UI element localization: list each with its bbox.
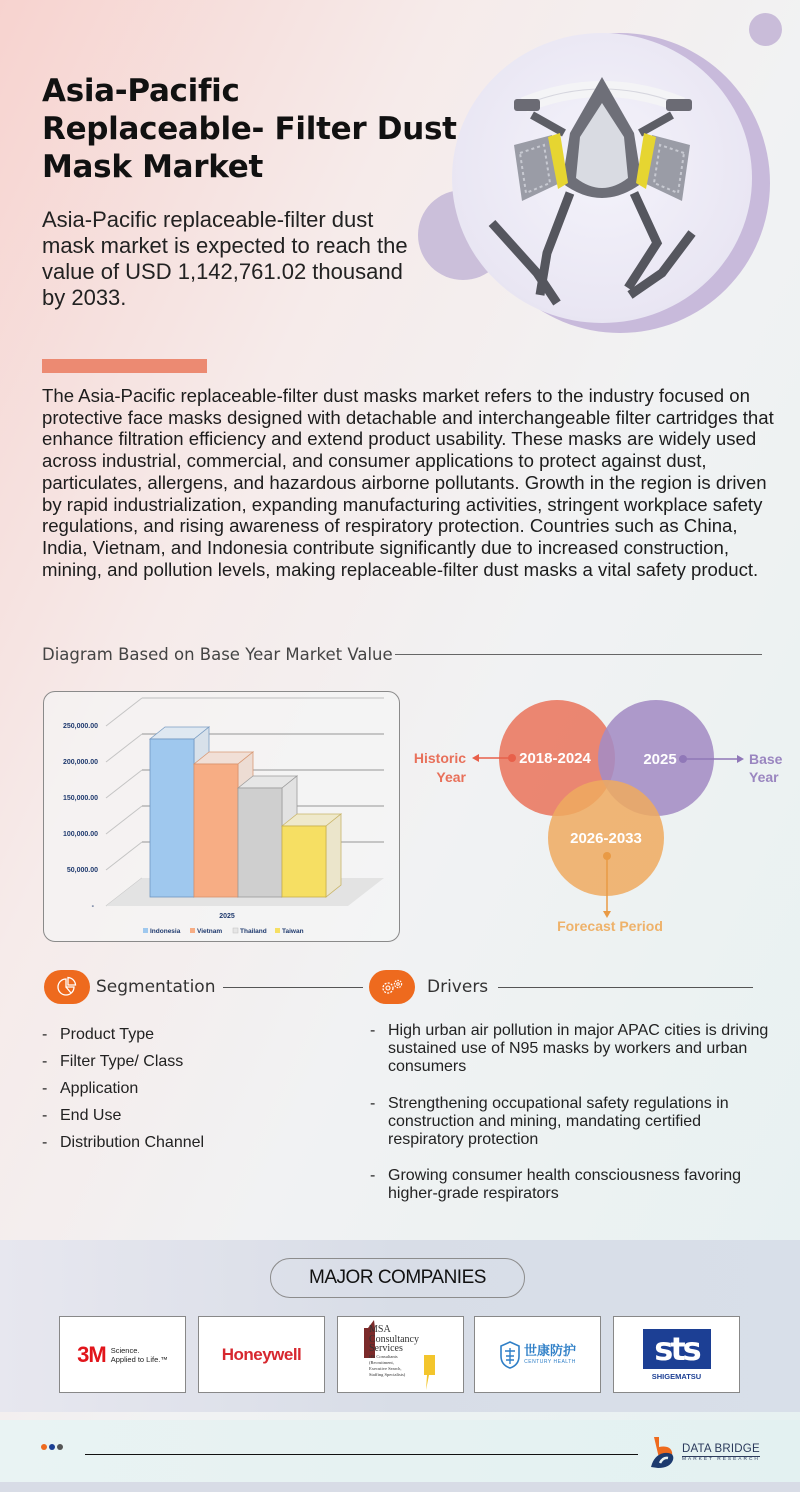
historic-caption-1: Historic bbox=[413, 750, 466, 766]
x-tick: 2025 bbox=[219, 913, 235, 920]
market-description: The Asia-Pacific replaceable-filter dust masks market refers to the industry focused on protective face masks designed with detachable and interchangeable filter cartridges that enhance filtration efficiency and extend product usability. These masks are widely used across industrial, commercial, and consumer applications to protect against dust, particulates, allergens, and hazardous airborne pollutants. Growth in the region is driven by rapid industrialization, expanding manufacturing activities, stringent workplace safety regulations, and rising awareness of respiratory protection. Countries such as China, India, Vietnam, and Indonesia contribute significantly due to increased construction, mining, and pollution levels, making replaceable-filter dust masks a vital safety product. bbox=[42, 385, 774, 580]
drivers-header bbox=[369, 970, 753, 1004]
list-item: - High urban air pollution in major APAC cities is driving sustained use of N95 masks by workers and urban consumers bbox=[370, 1022, 769, 1076]
base-caption-1: Base bbox=[749, 751, 783, 767]
segmentation-header bbox=[44, 970, 363, 1004]
msa-quote-icon bbox=[424, 1355, 436, 1395]
segmentation-list bbox=[42, 1021, 204, 1156]
page-title: Asia-Pacific Replaceable- Filter Dust Mask Market bbox=[42, 73, 457, 185]
list-item: - Strengthening occupational safety regulations in construction and mining, mandating certified respiratory protection bbox=[370, 1094, 729, 1149]
y-tick: 250,000.00 bbox=[62, 723, 98, 730]
decorative-dot bbox=[749, 13, 782, 46]
logo-msa-consultancy: MSA Consultancy Services HR Consultants (Recruitment, Executive Search, Staffing Specialists) bbox=[337, 1316, 464, 1393]
list-item: - Filter Type/ Class bbox=[42, 1053, 184, 1070]
divider bbox=[85, 1454, 638, 1455]
list-item: - Growing consumer health consciousness favoring higher-grade respirators bbox=[370, 1167, 742, 1203]
list-item: - Distribution Channel bbox=[42, 1134, 205, 1151]
data-bridge-icon bbox=[648, 1435, 678, 1469]
historic-range: 2018-2024 bbox=[519, 750, 591, 767]
list-item: - End Use bbox=[42, 1107, 122, 1124]
y-tick: - bbox=[91, 903, 94, 910]
shield-icon bbox=[499, 1340, 521, 1370]
legend-item: Thailand bbox=[240, 928, 267, 935]
legend-item: Vietnam bbox=[197, 928, 223, 935]
drivers-list bbox=[370, 1022, 780, 1222]
gears-icon bbox=[369, 970, 415, 1004]
hero-image bbox=[452, 33, 752, 323]
y-tick: 150,000.00 bbox=[62, 795, 98, 802]
respirator-mask-icon bbox=[452, 33, 752, 323]
y-tick: 50,000.00 bbox=[66, 867, 98, 874]
arrow-right-icon bbox=[737, 755, 744, 763]
accent-bar bbox=[42, 359, 207, 373]
drivers-title: Drivers bbox=[427, 977, 489, 997]
list-item: - Application bbox=[42, 1080, 139, 1097]
base-caption-2: Year bbox=[749, 769, 779, 785]
legend-item: Indonesia bbox=[150, 928, 181, 935]
logo-honeywell: Honeywell bbox=[198, 1316, 325, 1393]
bar-chart bbox=[43, 691, 400, 942]
historic-caption-2: Year bbox=[436, 769, 466, 785]
y-tick: 200,000.00 bbox=[62, 759, 98, 766]
legend-item: Taiwan bbox=[282, 928, 304, 935]
forecast-range: 2026-2033 bbox=[570, 830, 642, 847]
companies-title: MAJOR COMPANIES bbox=[270, 1258, 525, 1298]
divider bbox=[223, 987, 363, 988]
diagram-heading bbox=[42, 645, 762, 664]
divider bbox=[395, 654, 762, 655]
bar-chart-plot bbox=[44, 692, 401, 943]
logo-3m: 3M Science. Applied to Life.™ bbox=[59, 1316, 186, 1393]
list-item: - Product Type bbox=[42, 1026, 154, 1043]
footer bbox=[0, 1420, 800, 1482]
logo-century-health: 世康防护 CENTURY HEALTH bbox=[474, 1316, 601, 1393]
segmentation-title: Segmentation bbox=[96, 977, 216, 997]
pie-chart-icon bbox=[44, 970, 90, 1004]
base-range: 2025 bbox=[643, 751, 677, 768]
forecast-caption: Forecast Period bbox=[557, 918, 663, 934]
logo-shigematsu: sts SHIGEMATSU bbox=[613, 1316, 740, 1393]
major-companies-section bbox=[0, 1240, 800, 1412]
data-bridge-logo: DATA BRIDGE MARKET RESEARCH bbox=[648, 1435, 760, 1469]
arrow-left-icon bbox=[472, 754, 479, 762]
diagram-heading-text: Diagram Based on Base Year Market Value bbox=[42, 645, 393, 664]
footer-strip bbox=[0, 1482, 800, 1492]
bar-taiwan bbox=[282, 814, 341, 897]
divider bbox=[498, 987, 753, 988]
dots-icon bbox=[41, 1444, 63, 1450]
arrow-down-icon bbox=[603, 911, 611, 918]
timeline-venn-diagram bbox=[410, 690, 800, 940]
market-value-summary: Asia-Pacific replaceable-filter dust mask market is expected to reach the value of USD 1,142,761.02 thousand by 2033. bbox=[42, 207, 408, 310]
chart-legend bbox=[143, 928, 304, 935]
y-tick: 100,000.00 bbox=[62, 831, 98, 838]
